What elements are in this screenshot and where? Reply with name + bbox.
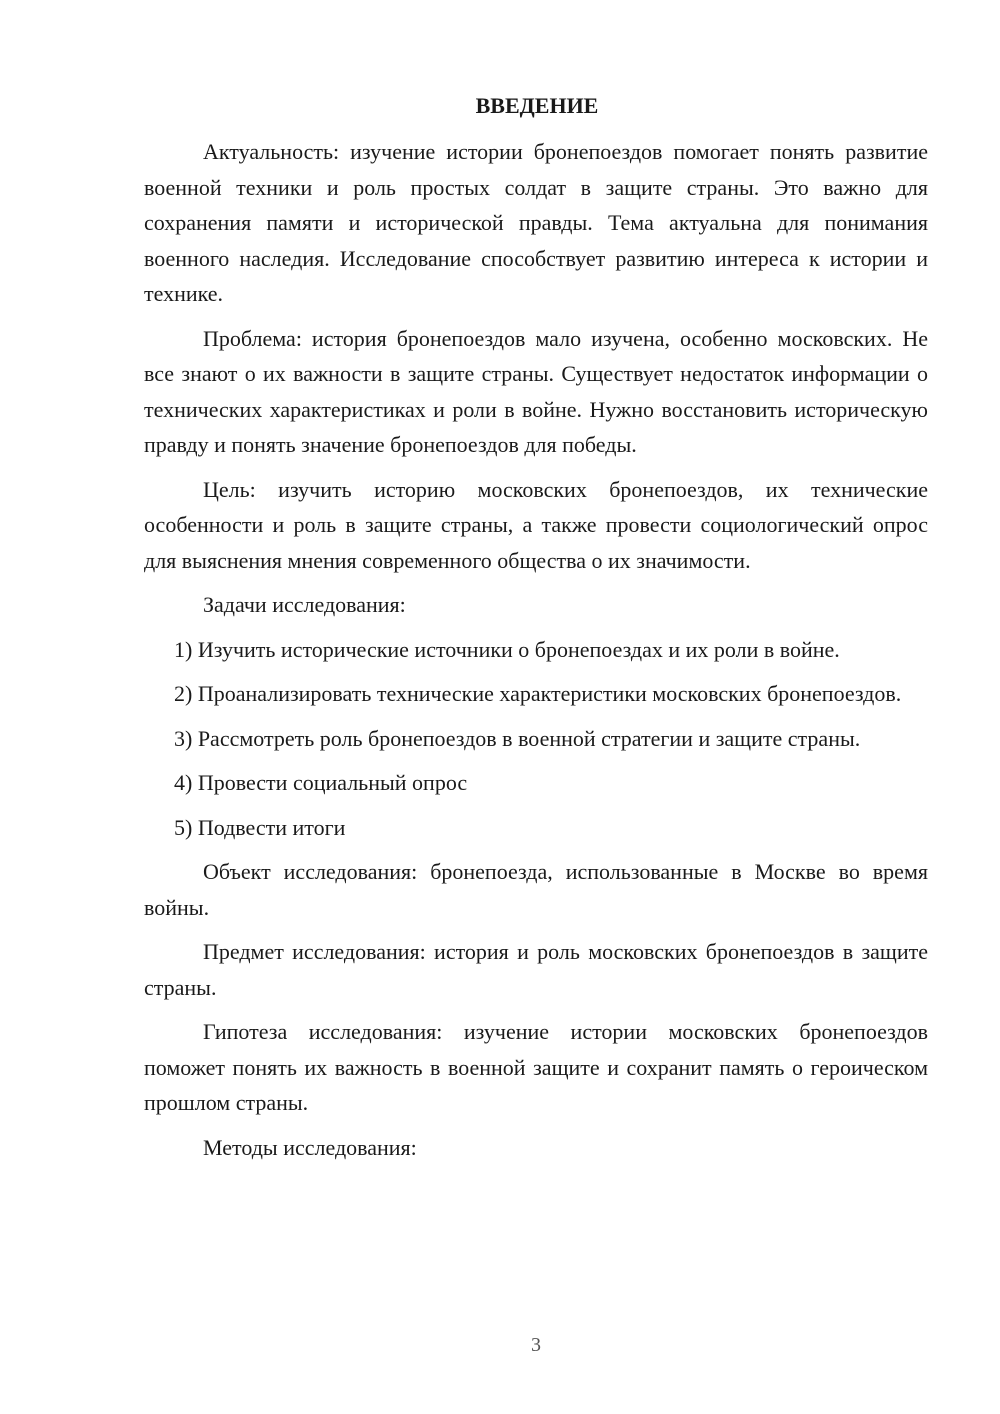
section-heading: ВВЕДЕНИЕ [475, 93, 599, 118]
object-paragraph: Объект исследования: бронепоезда, использованные в Москве во время войны. [144, 859, 928, 920]
problem-paragraph: Проблема: история бронепоездов мало изучена, особенно московских. Не все знают о их важности в защите страны. Существует недостаток информации о технических характеристиках и роли в войне. Нужно восстановить историческую правду и понять значение бронепоездов для победы. [144, 325, 928, 457]
task-item-5: 5) Подвести итоги [174, 814, 346, 840]
relevance-paragraph: Актуальность: изучение истории бронепоездов помогает понять развитие военной техники и роль простых солдат в защите страны. Это важно для сохранения памяти и исторической правды. Тема актуальна для понимания военного наследия. Исследование способствует развитию интереса к истории и технике. [144, 139, 928, 306]
task-item-4: 4) Провести социальный опрос [174, 770, 468, 795]
task-item-1: 1) Изучить исторические источники о бронепоездах и их роли в войне. [174, 636, 840, 662]
task-item-2: 2) Проанализировать технические характеристики московских бронепоездов. [174, 681, 902, 706]
document-page [144, 92, 928, 1165]
goal-paragraph: Цель: изучить историю московских бронепоездов, их технические особенности и роль в защите страны, а также провести социологический опрос для выяснения мнения современного общества о их значимости. [144, 476, 928, 573]
task-item-3: 3) Рассмотреть роль бронепоездов в военной стратегии и защите страны. [174, 725, 861, 751]
tasks-label: Задачи исследования: [203, 592, 406, 617]
hypothesis-paragraph: Гипотеза исследования: изучение истории московских бронепоездов поможет понять их важность в военной защите и сохранит память о героическом прошлом страны. [144, 1019, 928, 1115]
methods-label: Методы исследования: [203, 1134, 417, 1160]
subject-paragraph: Предмет исследования: история и роль московских бронепоездов в защите страны. [144, 939, 928, 1000]
page-number: 3 [531, 1334, 541, 1356]
